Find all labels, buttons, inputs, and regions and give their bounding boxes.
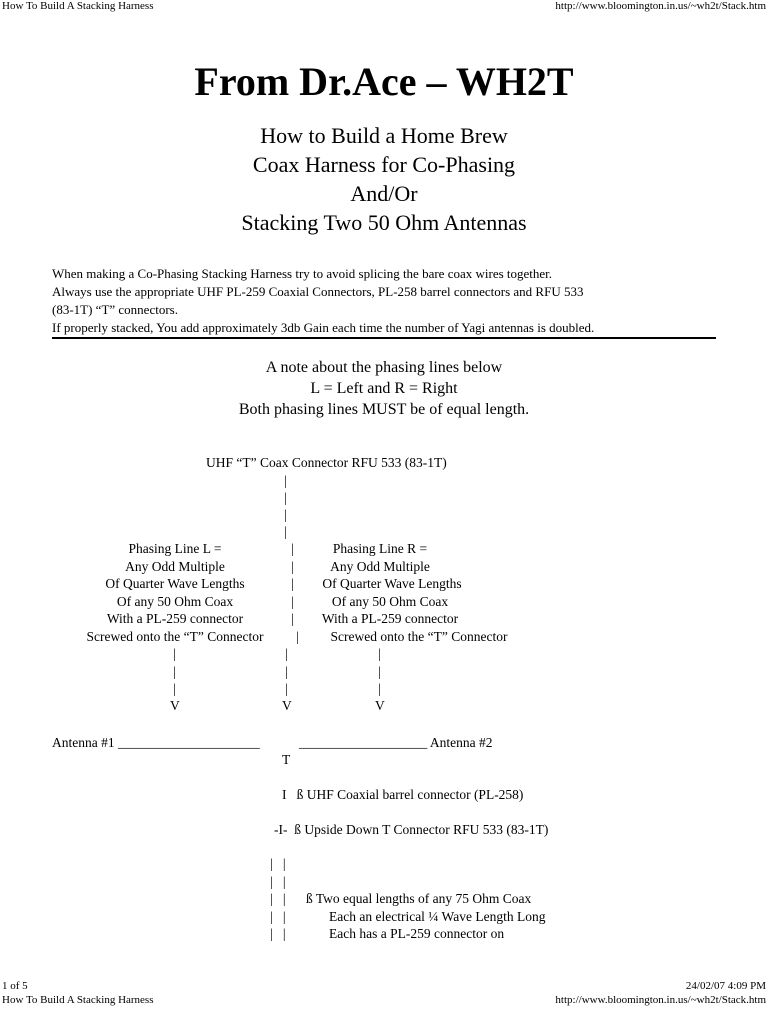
antenna-1-label: Antenna #1 _____________________ bbox=[52, 735, 260, 750]
phasing-line-r-3: Of Quarter Wave Lengths bbox=[322, 576, 462, 591]
vertical-pipe: | bbox=[285, 681, 288, 696]
double-pipe: | | bbox=[270, 874, 286, 889]
vertical-pipe: | bbox=[378, 681, 381, 696]
footer-datetime: 24/02/07 4:09 PM bbox=[685, 980, 766, 992]
vertical-pipe: | bbox=[378, 646, 381, 661]
phasing-line-r-6: Screwed onto the “T” Connector bbox=[330, 629, 508, 644]
phasing-line-r-5: With a PL-259 connector bbox=[321, 611, 459, 626]
vertical-pipe: | bbox=[285, 646, 288, 661]
page-number: 1 of 5 bbox=[2, 980, 28, 992]
phasing-line-r-4: Of any 50 Ohm Coax bbox=[331, 594, 449, 609]
header-url[interactable]: http://www.bloomington.in.us/~wh2t/Stack.htm bbox=[555, 0, 766, 12]
coax-line-2: Each an electrical ¼ Wave Length Long bbox=[329, 909, 546, 924]
subtitle-line-1: How to Build a Home Brew bbox=[260, 123, 508, 148]
double-pipe: | | bbox=[270, 856, 286, 871]
barrel-connector-label: I ß UHF Coaxial barrel connector (PL-258) bbox=[282, 787, 524, 802]
arrow-down-icon: V bbox=[282, 698, 292, 713]
coax-line-3: Each has a PL-259 connector on bbox=[329, 926, 505, 941]
double-pipe: | | bbox=[270, 926, 286, 941]
double-pipe: | | bbox=[270, 909, 286, 924]
footer-url[interactable]: http://www.bloomington.in.us/~wh2t/Stack.htm bbox=[555, 994, 766, 1006]
note-line-1: A note about the phasing lines below bbox=[265, 359, 503, 376]
vertical-pipe: | bbox=[284, 507, 287, 522]
phasing-line-l-3: Of Quarter Wave Lengths bbox=[105, 576, 245, 591]
note-line-3: Both phasing lines MUST be of equal length. bbox=[238, 401, 530, 418]
vertical-pipe: | bbox=[291, 611, 294, 626]
vertical-pipe: | bbox=[291, 594, 294, 609]
phasing-line-l-5: With a PL-259 connector bbox=[106, 611, 244, 626]
page-title: From Dr.Ace – WH2T bbox=[194, 59, 574, 104]
vertical-pipe: | bbox=[284, 473, 287, 488]
t-marker: T bbox=[282, 752, 291, 767]
vertical-pipe: | bbox=[378, 664, 381, 679]
phasing-line-l-6: Screwed onto the “T” Connector bbox=[86, 629, 264, 644]
vertical-pipe: | bbox=[173, 646, 176, 661]
vertical-pipe: | bbox=[173, 664, 176, 679]
phasing-line-l-2: Any Odd Multiple bbox=[125, 559, 225, 574]
vertical-pipe: | bbox=[291, 559, 294, 574]
double-pipe: | | bbox=[270, 891, 286, 906]
phasing-line-r-2: Any Odd Multiple bbox=[330, 559, 430, 574]
vertical-pipe: | bbox=[291, 576, 294, 591]
paragraph-line-4: If properly stacked, You add approximately 3db Gain each time the number of Yagi antennas is doubled. bbox=[52, 320, 595, 335]
paragraph-line-2: Always use the appropriate UHF PL-259 Coaxial Connectors, PL-258 barrel connectors and RFU 533 bbox=[52, 284, 584, 299]
footer-title: How To Build A Stacking Harness bbox=[2, 994, 154, 1006]
paragraph-line-3: (83-1T) “T” connectors. bbox=[52, 302, 178, 317]
paragraph-line-1: When making a Co-Phasing Stacking Harness try to avoid splicing the bare coax wires together. bbox=[52, 266, 553, 281]
arrow-down-icon: V bbox=[170, 698, 180, 713]
antenna-2-label: ___________________ Antenna #2 bbox=[299, 735, 493, 750]
subtitle-line-3: And/Or bbox=[350, 181, 418, 206]
vertical-pipe: | bbox=[296, 629, 299, 644]
subtitle-line-4: Stacking Two 50 Ohm Antennas bbox=[241, 210, 527, 235]
note-line-2: L = Left and R = Right bbox=[310, 380, 458, 397]
vertical-pipe: | bbox=[291, 541, 294, 556]
vertical-pipe: | bbox=[173, 681, 176, 696]
arrow-down-icon: V bbox=[375, 698, 385, 713]
horizontal-rule bbox=[52, 337, 716, 339]
phasing-line-r-1: Phasing Line R = bbox=[332, 541, 428, 556]
vertical-pipe: | bbox=[284, 490, 287, 505]
phasing-line-l-1: Phasing Line L = bbox=[128, 541, 222, 556]
vertical-pipe: | bbox=[285, 664, 288, 679]
header-title: How To Build A Stacking Harness bbox=[2, 0, 154, 12]
t-connector-label: UHF “T” Coax Connector RFU 533 (83-1T) bbox=[206, 455, 447, 470]
upside-down-t-label: -I- ß Upside Down T Connector RFU 533 (83-1T) bbox=[274, 822, 549, 837]
vertical-pipe: | bbox=[284, 524, 287, 539]
subtitle-line-2: Coax Harness for Co-Phasing bbox=[252, 152, 516, 177]
phasing-line-l-4: Of any 50 Ohm Coax bbox=[116, 594, 234, 609]
coax-line-1: ß Two equal lengths of any 75 Ohm Coax bbox=[306, 891, 532, 906]
